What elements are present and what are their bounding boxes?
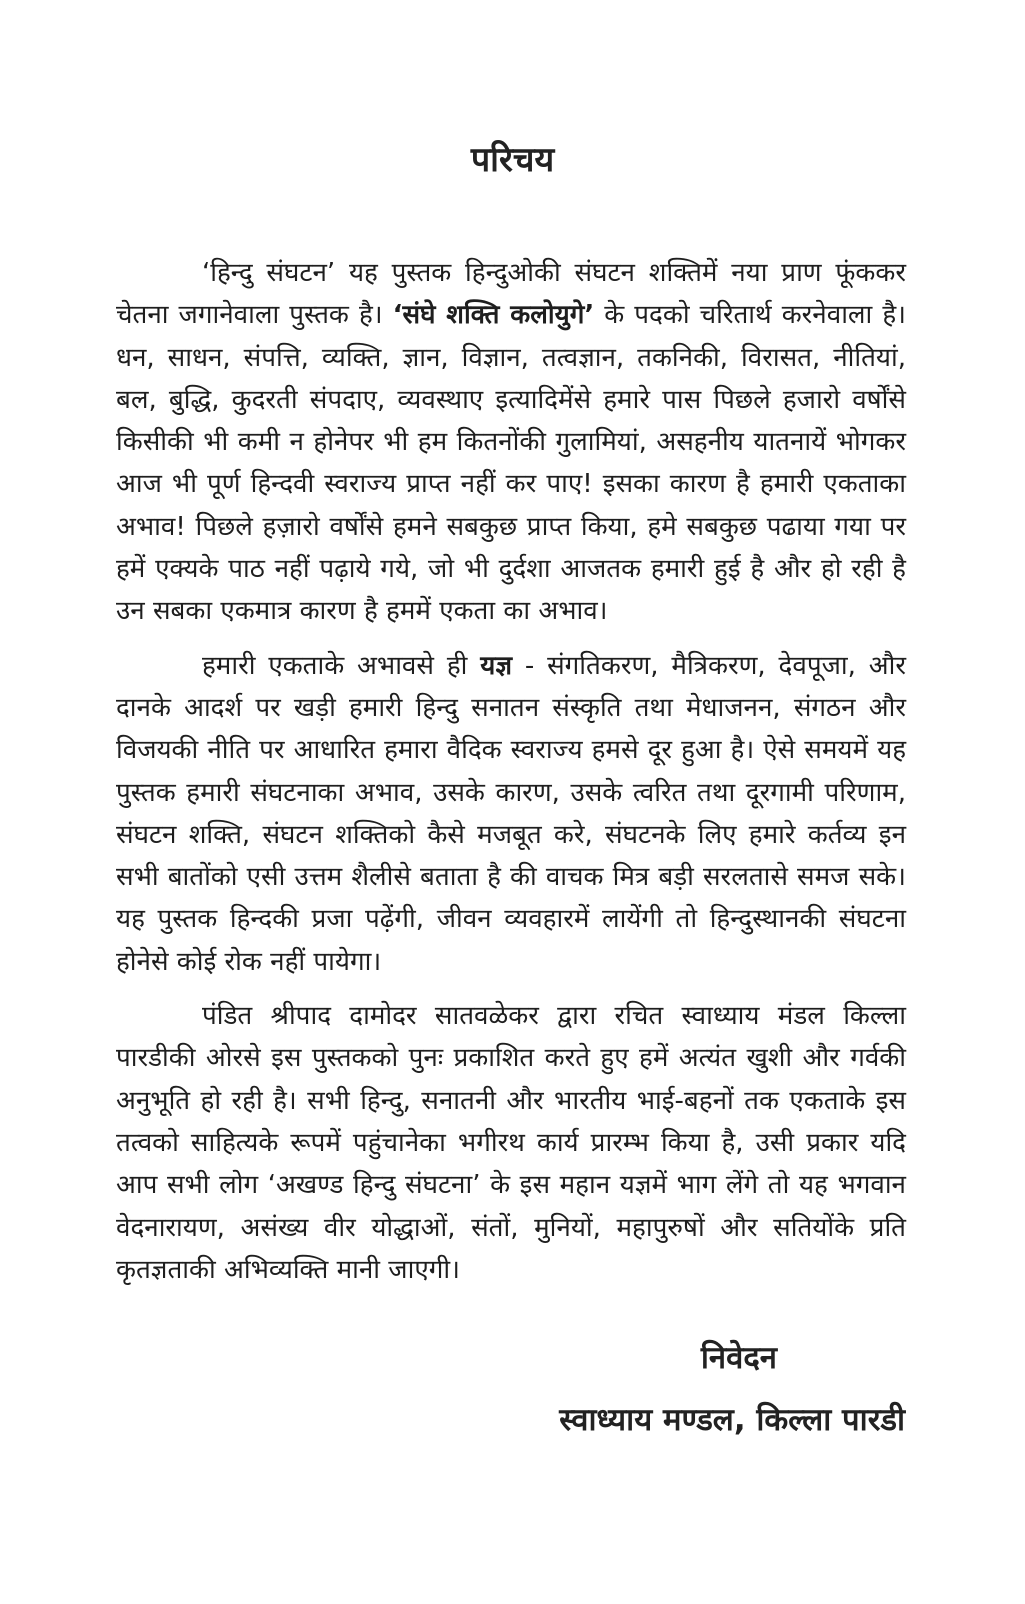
signature-publisher: स्वाध्याय मण्डल, किल्ला पारडी (559, 1402, 905, 1438)
paragraph-2-yagya-bold: यज्ञ (480, 650, 512, 681)
paragraph-2 (116, 645, 906, 983)
signature-nivedan: निवेदन (700, 1340, 777, 1376)
page-title: परिचय (470, 140, 555, 180)
paragraph-1-segment-1: ‘हिन्दु संघटन’ यह पुस्तक हिन्दुओकी संघटन शक्तिमें नया प्राण फूंककर चेतना जगानेवाला पुस्तक है। (116, 258, 906, 331)
paragraph-1-quote-bold: ‘संघे शक्ति कलोयुगे’ (392, 300, 595, 331)
body-text (116, 252, 906, 1303)
paragraph-3 (116, 995, 906, 1291)
paragraph-2-segment-3: - संगतिकरण, मैत्रिकरण, देवपूजा, और दानके आदर्श पर खड़ी हमारी हिन्दु सनातन संस्कृति तथा मेधाजनन, संगठन और विजयकी नीति पर आधारित हमारा वैदिक स्वराज्य हमसे दूर हुआ है। ऐसे समयमें यह पुस्तक हमारी संघटनाका अभाव, उसके कारण, उसके त्वरित तथा दूरगामी परिणाम, संघटन शक्ति, संघटन शक्तिको कैसे मजबूत करे, संघटनके लिए हमारे कर्तव्य इन सभी बातोंको एसी उत्तम शैलीसे बताता है की वाचक मित्र बड़ी सरलतासे समज सके। यह पुस्तक हिन्दकी प्रजा पढ़ेंगी, जीवन व्यवहारमें लायेंगी तो हिन्दुस्थानकी संघटना होनेसे कोई रोक नहीं पायेगा। (116, 650, 906, 977)
paragraph-3-segment-1: पंडित श्रीपाद दामोदर सातवळेकर द्वारा रचित स्वाध्याय मंडल किल्ला पारडीकी ओरसे इस पुस्तकको पुनः प्रकाशित करते हुए हमें अत्यंत खुशी और गर्वकी अनुभूति हो रही है। सभी हिन्दु, सनातनी और भारतीय भाई-बहनों तक एकताके इस तत्वको साहित्यके रूपमें पहुंचानेका भगीरथ कार्य प्रारम्भ किया है, उसी प्रकार यदि आप सभी लोग ‘अखण्ड हिन्दु संघटना’ के इस महान यज्ञमें भाग लेंगे तो यह भगवान वेदनारायण, असंख्य वीर योद्धाओं, संतों, मुनियों, महापुरुषों और सतियोंके प्रति कृतज्ञताकी अभिव्यक्ति मानी जाएगी। (116, 1001, 906, 1285)
paragraph-1-segment-3: के पदको चरितार्थ करनेवाला है। धन, साधन, संपत्ति, व्यक्ति, ज्ञान, विज्ञान, तत्वज्ञान, तकनिकी, विरासत, नीतियां, बल, बुद्धि, कुदरती संपदाए, व्यवस्थाए इत्यादिमेंसे हमारे पास पिछले हजारो वर्षोंसे किसीकी भी कमी न होनेपर भी हम कितनोंकी गुलामियां, असहनीय यातनायें भोगकर आज भी पूर्ण हिन्दवी स्वराज्य प्राप्त नहीं कर पाए! इसका कारण है हमारी एकताका अभाव! पिछले हज़ारो वर्षोंसे हमने सबकुछ प्राप्त किया, हमे सबकुछ पढाया गया पर हमें एक्यके पाठ नहीं पढ़ाये गये, जो भी दुर्दशा आजतक हमारी हुई है और हो रही है उन सबका एकमात्र कारण है हममें एकता का अभाव। (116, 300, 906, 627)
paragraph-2-segment-1: हमारी एकताके अभावसे ही (202, 650, 481, 681)
paragraph-1 (116, 252, 906, 633)
